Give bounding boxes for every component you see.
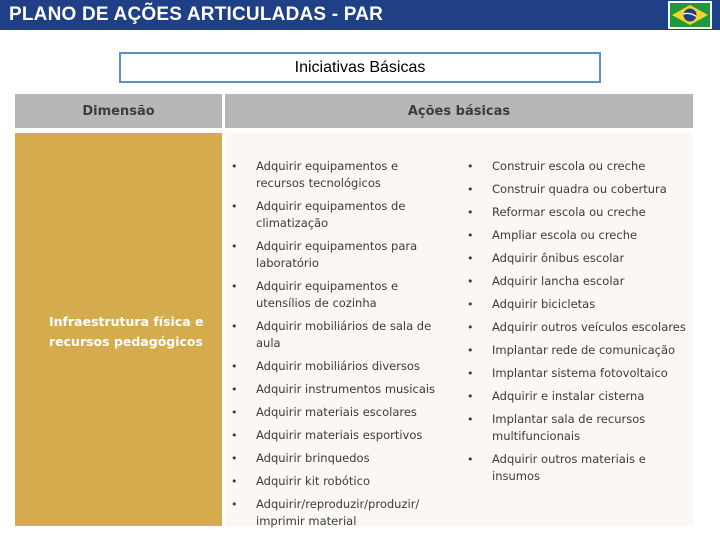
bullet-icon: • bbox=[231, 475, 238, 488]
action-item bbox=[463, 227, 691, 244]
action-text: Adquirir lancha escolar bbox=[492, 274, 625, 288]
action-text: Construir escola ou creche bbox=[492, 159, 646, 173]
header-acoes-basicas: Ações básicas bbox=[225, 94, 693, 128]
bullet-icon: • bbox=[467, 160, 474, 173]
action-item bbox=[463, 158, 691, 175]
actions-list-left bbox=[227, 158, 449, 536]
action-text: Adquirir mobiliários diversos bbox=[256, 359, 420, 373]
action-item bbox=[227, 198, 449, 232]
action-item bbox=[227, 450, 449, 467]
bullet-icon: • bbox=[231, 360, 238, 373]
action-item bbox=[227, 238, 449, 272]
bullet-icon: • bbox=[467, 275, 474, 288]
action-text: Adquirir e instalar cisterna bbox=[492, 389, 645, 403]
bullet-icon: • bbox=[231, 406, 238, 419]
bullet-icon: • bbox=[231, 452, 238, 465]
action-item bbox=[463, 365, 691, 382]
action-text: Adquirir equipamentos e utensílios de cozinha bbox=[256, 279, 399, 310]
action-item bbox=[463, 411, 691, 445]
bullet-icon: • bbox=[467, 344, 474, 357]
bullet-icon: • bbox=[231, 383, 238, 396]
action-text: Adquirir equipamentos para laboratório bbox=[256, 239, 418, 270]
action-item bbox=[227, 358, 449, 375]
action-item bbox=[227, 473, 449, 490]
action-item bbox=[463, 388, 691, 405]
action-text: Adquirir outros materiais e insumos bbox=[492, 452, 646, 483]
action-item bbox=[463, 250, 691, 267]
action-text: Ampliar escola ou creche bbox=[492, 228, 638, 242]
action-item bbox=[463, 204, 691, 221]
action-text: Implantar sala de recursos multifuncionais bbox=[492, 412, 646, 443]
bullet-icon: • bbox=[231, 200, 238, 213]
action-text: Adquirir bicicletas bbox=[492, 297, 596, 311]
bullet-icon: • bbox=[231, 280, 238, 293]
action-text: Construir quadra ou cobertura bbox=[492, 182, 667, 196]
action-text: Adquirir mobiliários de sala de aula bbox=[256, 319, 432, 350]
action-text: Implantar rede de comunicação bbox=[492, 343, 676, 357]
action-text: Adquirir materiais esportivos bbox=[256, 428, 423, 442]
bullet-icon: • bbox=[467, 453, 474, 466]
header-bar bbox=[0, 0, 720, 30]
action-item bbox=[463, 451, 691, 485]
action-item bbox=[227, 427, 449, 444]
subtitle-box bbox=[119, 52, 601, 83]
action-item bbox=[463, 181, 691, 198]
header-dimensao: Dimensão bbox=[15, 94, 222, 128]
action-text: Adquirir kit robótico bbox=[256, 474, 370, 488]
bullet-icon: • bbox=[467, 206, 474, 219]
bullet-icon: • bbox=[231, 240, 238, 253]
subtitle: Iniciativas Básicas bbox=[294, 58, 426, 76]
action-item bbox=[227, 158, 449, 192]
action-text: Adquirir materiais escolares bbox=[256, 405, 417, 419]
bullet-icon: • bbox=[231, 160, 238, 173]
action-item bbox=[227, 404, 449, 421]
bullet-icon: • bbox=[231, 498, 238, 511]
bullet-icon: • bbox=[467, 229, 474, 242]
action-item bbox=[463, 273, 691, 290]
action-item bbox=[227, 278, 449, 312]
action-text: Implantar sistema fotovoltaico bbox=[492, 366, 668, 380]
action-text: Adquirir brinquedos bbox=[256, 451, 370, 465]
dimension-label: Infraestrutura física e recursos pedagógicos bbox=[49, 314, 204, 349]
action-item bbox=[463, 342, 691, 359]
action-item bbox=[227, 318, 449, 352]
actions-list-right bbox=[463, 158, 691, 491]
action-text: Adquirir/reproduzir/produzir/ imprimir material bbox=[256, 497, 420, 528]
bullet-icon: • bbox=[467, 298, 474, 311]
action-text: Adquirir ônibus escolar bbox=[492, 251, 625, 265]
action-item bbox=[463, 319, 691, 336]
action-text: Reformar escola ou creche bbox=[492, 205, 646, 219]
action-text: Adquirir outros veículos escolares bbox=[492, 320, 686, 334]
bullet-icon: • bbox=[467, 183, 474, 196]
action-item bbox=[463, 296, 691, 313]
action-item bbox=[227, 496, 449, 530]
bullet-icon: • bbox=[467, 321, 474, 334]
bullet-icon: • bbox=[467, 367, 474, 380]
action-text: Adquirir equipamentos de climatização bbox=[256, 199, 406, 230]
bullet-icon: • bbox=[467, 252, 474, 265]
action-text: Adquirir equipamentos e recursos tecnológicos bbox=[256, 159, 399, 190]
action-item bbox=[227, 381, 449, 398]
dimension-cell bbox=[15, 133, 222, 526]
bullet-icon: • bbox=[231, 320, 238, 333]
page-title: PLANO DE AÇÕES ARTICULADAS - PAR bbox=[9, 4, 384, 25]
brazil-flag-icon bbox=[668, 1, 712, 29]
action-text: Adquirir instrumentos musicais bbox=[256, 382, 436, 396]
bullet-icon: • bbox=[467, 390, 474, 403]
bullet-icon: • bbox=[231, 429, 238, 442]
bullet-icon: • bbox=[467, 413, 474, 426]
